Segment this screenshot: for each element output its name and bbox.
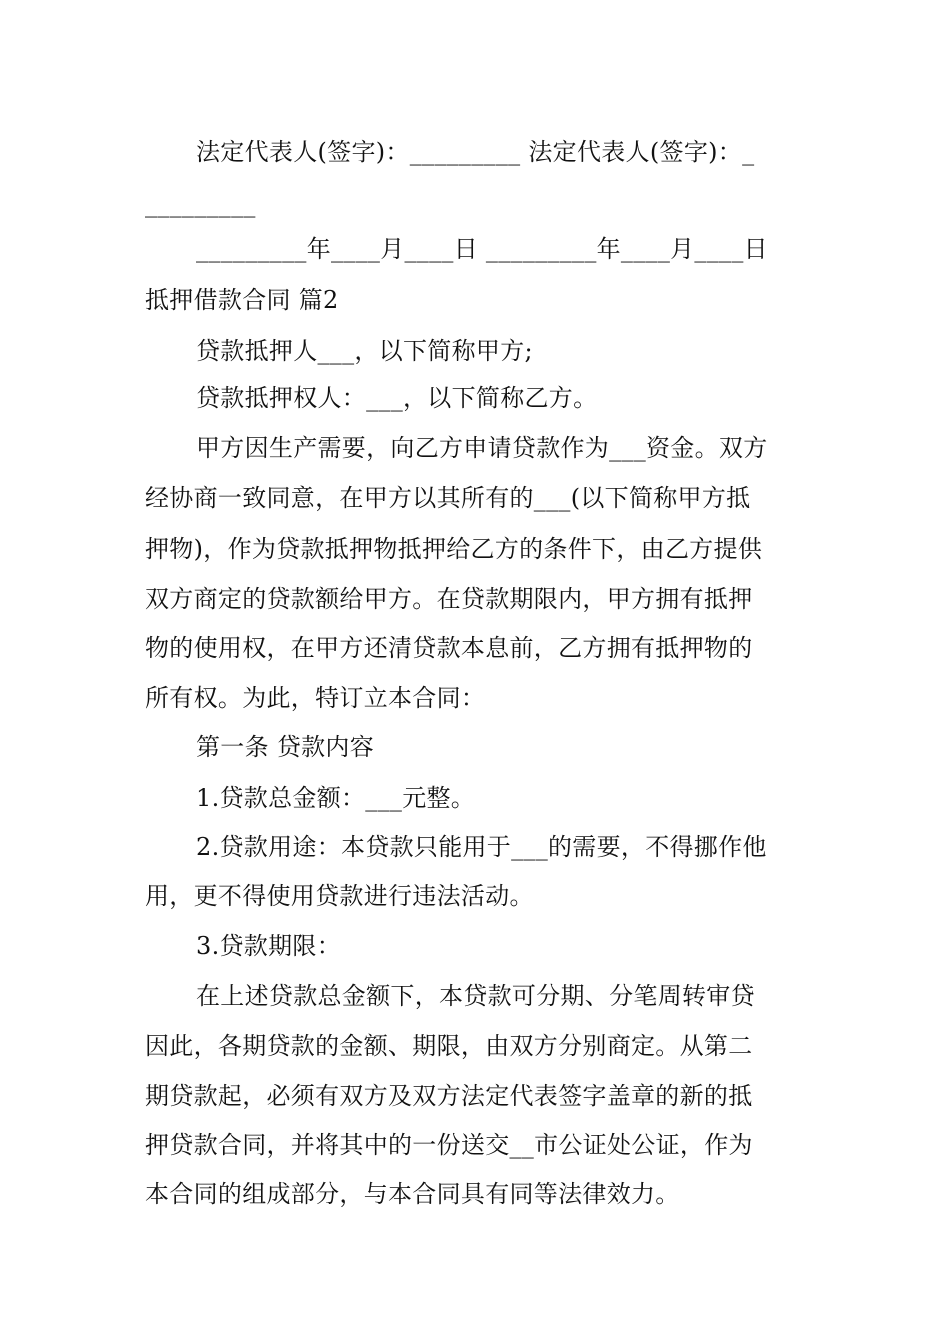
text-line: 押物)，作为贷款抵押物抵押给乙方的条件下，由乙方提供 — [145, 535, 763, 563]
signature-line: 法定代表人(签字)：_________ 法定代表人(签字)：_ — [196, 138, 755, 166]
article-heading: 第一条 贷款内容 — [196, 733, 375, 761]
text-line: 物的使用权，在甲方还清贷款本息前，乙方拥有抵押物的 — [145, 634, 753, 662]
section-title: 抵押借款合同 篇2 — [145, 286, 339, 314]
text-line: 用，更不得使用贷款进行违法活动。 — [145, 882, 534, 910]
text-line: 甲方因生产需要，向乙方申请贷款作为___资金。双方 — [196, 434, 768, 462]
text-line: 在上述贷款总金额下，本贷款可分期、分笔周转审贷 — [196, 982, 755, 1010]
text-line: 经协商一致同意，在甲方以其所有的___(以下简称甲方抵 — [145, 484, 751, 512]
text-line: 所有权。为此，特订立本合同： — [145, 684, 486, 712]
signature-line-continuation: _________ — [145, 190, 256, 218]
text-line: 3.贷款期限： — [196, 932, 341, 960]
text-line: 因此，各期贷款的金额、期限，由双方分别商定。从第二 — [145, 1032, 753, 1060]
text-line: 贷款抵押人___，以下简称甲方; — [196, 337, 533, 365]
text-line: 本合同的组成部分，与本合同具有同等法律效力。 — [145, 1180, 680, 1208]
text-line: 双方商定的贷款额给甲方。在贷款期限内，甲方拥有抵押 — [145, 585, 753, 613]
text-line: 2.贷款用途：本贷款只能用于___的需要，不得挪作他 — [196, 833, 767, 861]
text-line: 1.贷款总金额：___元整。 — [196, 784, 476, 812]
text-line: 贷款抵押权人：___，以下简称乙方。 — [196, 384, 598, 412]
text-line: 押贷款合同，并将其中的一份送交__市公证处公证，作为 — [145, 1131, 753, 1159]
date-line: _________年____月____日 _________年____月____日 — [196, 235, 768, 263]
text-line: 期贷款起，必须有双方及双方法定代表签字盖章的新的抵 — [145, 1082, 753, 1110]
